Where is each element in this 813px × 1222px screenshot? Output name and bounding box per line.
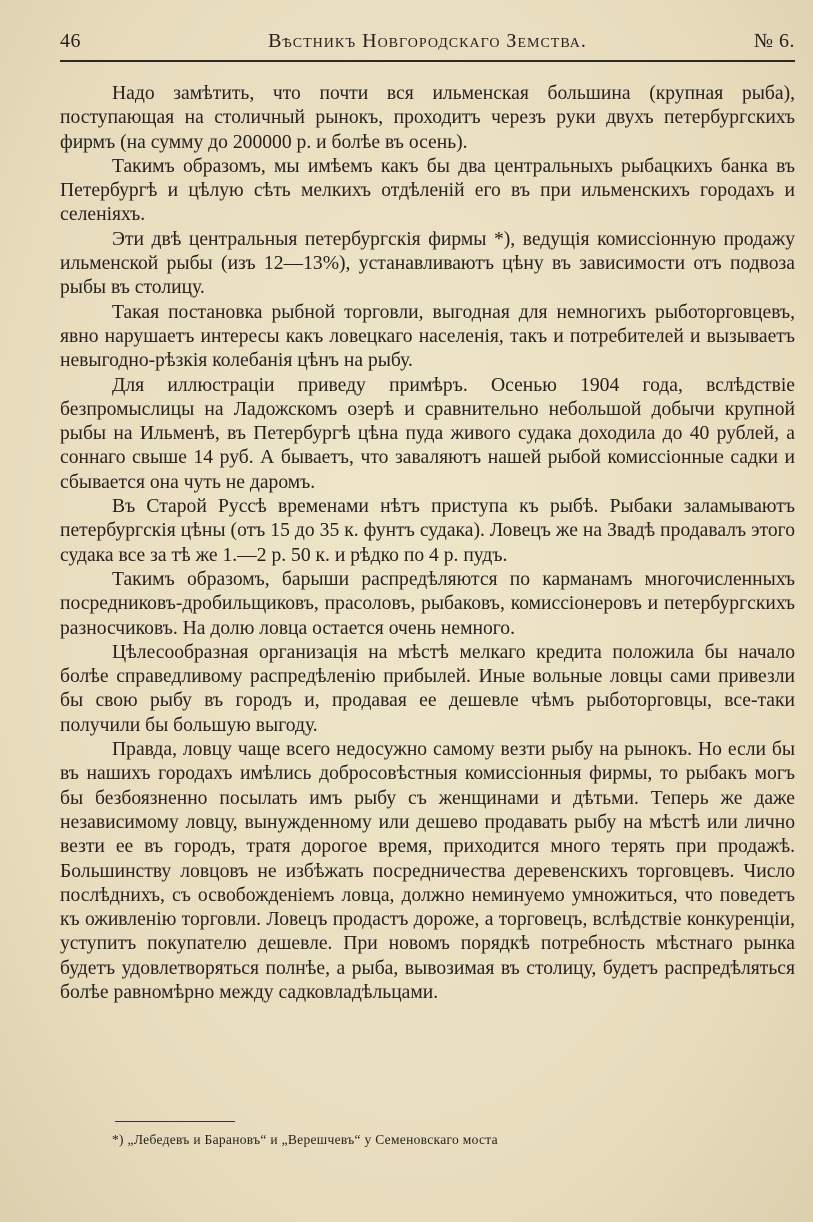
- issue-number: № 6.: [753, 30, 795, 52]
- body-text: [60, 82, 795, 1005]
- paragraph: Такимъ образомъ, барыши распредѣляются по карманамъ многочисленныхъ посредниковъ-дробильщиковъ, прасоловъ, рыбаковъ, комиссіонеровъ и петербургскихъ разносчиковъ. На долю ловца остается очень немного.: [60, 568, 795, 639]
- paragraph: Правда, ловцу чаще всего недосужно самому везти рыбу на рынокъ. Но если бы въ нашихъ городахъ имѣлись добросовѣстныя комиссіонныя фирмы, то рыбакъ могъ бы безбоязненно посылать имъ рыбу съ женщинами и дѣтьми. Теперь же даже независимому ловцу, вынужденному или дешево продавать рыбу на мѣстѣ или лично везти ее въ городъ, тратя дорогое время, приходится много терять при продажѣ. Большинству ловцовъ не избѣжать посредничества деревенскихъ торговцевъ. Число послѣднихъ, съ освобожденіемъ ловца, должно неминуемо умножиться, что поведетъ къ оживленію торговли. Ловецъ продастъ дороже, а торговецъ, вслѣдствіе конкуренціи, уступитъ покупателю дешевле. При новомъ порядкѣ потребность мѣстнаго рынка будетъ удовлетворяться полнѣе, а рыба, вывозимая въ столицу, будетъ распредѣляться болѣе равномѣрно между садковладѣльцами.: [60, 739, 795, 1003]
- footnote: *) „Лебедевъ и Барановъ“ и „Верешчевъ“ у Семеновскаго моста: [112, 1132, 498, 1147]
- paragraph: Эти двѣ центральныя петербургскія фирмы *), ведущія комиссіонную продажу ильменской рыбы (изъ 12—13%), устанавливаютъ цѣну въ зависимости отъ подвоза рыбы въ столицу.: [60, 228, 795, 299]
- header-rule: [60, 60, 795, 62]
- paragraph: Въ Старой Руссѣ временами нѣтъ приступа къ рыбѣ. Рыбаки заламываютъ петербургскія цѣны (отъ 15 до 35 к. фунтъ судака). Ловецъ же на Звадѣ продавалъ этого судака все за тѣ же 1.—2 р. 50 к. и рѣдко по 4 р. пудъ.: [60, 496, 795, 566]
- paragraph: Для иллюстраціи приведу примѣръ. Осенью 1904 года, вслѣдствіе безпромыслицы на Ладожскомъ озерѣ и сравнительно небольшой добычи крупной рыбы на Ильменѣ, въ Петербургѣ цѣна пуда живого судака доходила до 40 рублей, а соннаго свыше 14 руб. А бываетъ, что заваляютъ нашей рыбой комиссіонные садки и сбывается она чуть не даромъ.: [60, 374, 795, 493]
- journal-title: Вѣстникъ Новгородскаго Земства.: [268, 30, 587, 52]
- paragraph: Надо замѣтить, что почти вся ильменская большина (крупная рыба), поступающая на столичный рынокъ, проходитъ черезъ руки двухъ петербургскихъ фирмъ (на сумму до 200000 р. и болѣе въ осень).: [60, 83, 795, 153]
- paragraph: Такая постановка рыбной торговли, выгодная для немногихъ рыботорговцевъ, явно нарушаетъ интересы какъ ловецкаго населенія, такъ и потребителей и вызываетъ невыгодно-рѣзкія колебанія цѣнъ на рыбу.: [60, 301, 795, 372]
- paragraph: Такимъ образомъ, мы имѣемъ какъ бы два центральныхъ рыбацкихъ банка въ Петербургѣ и цѣлую сѣть мелкихъ отдѣленій его въ при ильменскихъ городахъ и селеніяхъ.: [60, 155, 795, 226]
- running-header: [60, 30, 795, 58]
- paragraph: Цѣлесообразная организація на мѣстѣ мелкаго кредита положила бы начало болѣе справедливому распредѣленію прибылей. Иные вольные ловцы сами привезли бы свою рыбу въ городъ и, продавая ее дешевле чѣмъ рыботорговцы, все-таки получили бы большую выгоду.: [60, 641, 795, 736]
- page-number: 46: [60, 30, 81, 52]
- footnote-rule: [115, 1121, 235, 1122]
